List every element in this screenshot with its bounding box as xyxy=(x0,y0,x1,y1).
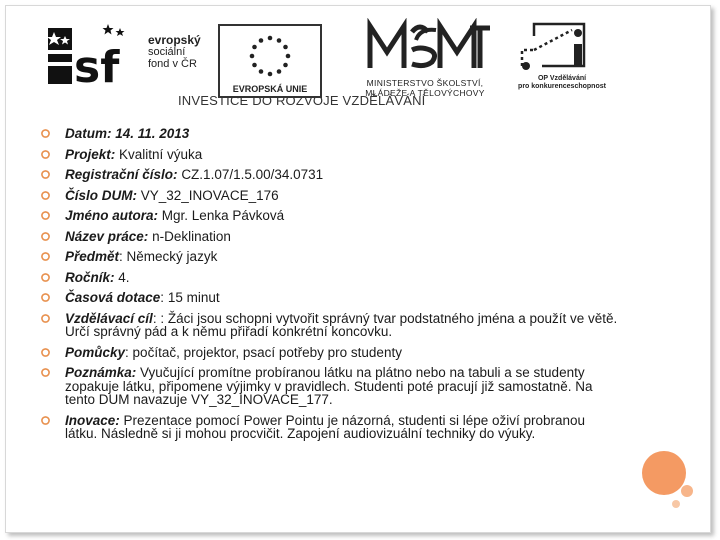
esf-logo xyxy=(48,22,218,100)
esf-mark-icon xyxy=(48,22,136,84)
esf-line1: evropský xyxy=(148,33,201,47)
op-line1: OP Vzdělávání xyxy=(537,75,587,82)
eu-logo xyxy=(218,24,322,98)
item-sep: : xyxy=(152,310,161,326)
msmt-logo xyxy=(350,18,500,98)
item-label: Vzdělávací cíl xyxy=(65,310,153,326)
esf-line2: sociální xyxy=(148,46,186,58)
item-label: Jméno autora: xyxy=(65,208,159,223)
orange-ring-bullet-icon xyxy=(40,251,51,262)
item-value: n-Deklination xyxy=(152,228,231,244)
list-item-pomucky xyxy=(40,346,620,360)
op-logo xyxy=(512,20,612,98)
item-label: Inovace: xyxy=(65,412,120,428)
decorative-orange-circle xyxy=(642,451,686,495)
msmt-mark-icon xyxy=(350,18,500,76)
list-item-casova-dotace xyxy=(40,291,620,305)
item-label: Pomůcky xyxy=(65,344,126,360)
list-item-poznamka xyxy=(40,366,620,407)
orange-ring-bullet-icon xyxy=(40,128,51,139)
orange-ring-bullet-icon xyxy=(40,272,51,283)
msmt-line2: MLÁDEŽE A TĚLOVÝCHOVY xyxy=(365,88,485,98)
item-value: CZ.1.07/1.5.00/34.0731 xyxy=(181,167,324,182)
item-label: Poznámka: xyxy=(65,365,137,380)
eu-stars-flag-icon xyxy=(227,31,313,81)
orange-ring-bullet-icon xyxy=(40,231,51,242)
svg-text:sf: sf xyxy=(74,42,120,84)
item-value: počítač, projektor, psací potřeby pro studenty xyxy=(132,344,402,360)
orange-ring-bullet-icon xyxy=(40,415,51,426)
item-label: Název práce: xyxy=(65,228,149,244)
item-label: Datum: 14. 11. 2013 xyxy=(65,126,190,141)
item-sep: : xyxy=(160,290,168,305)
orange-ring-bullet-icon xyxy=(40,347,51,358)
orange-ring-bullet-icon xyxy=(40,367,51,378)
item-value: VY_32_INOVACE_176 xyxy=(140,187,279,203)
item-label: Registrační číslo: xyxy=(65,167,178,182)
list-item-cislo-dum xyxy=(40,189,620,203)
decorative-orange-dot-small xyxy=(672,500,680,508)
info-list xyxy=(40,127,620,448)
list-item-predmet xyxy=(40,250,620,264)
item-sep: : xyxy=(119,249,127,264)
item-value: Mgr. Lenka Pávková xyxy=(161,208,285,223)
item-label: Předmět xyxy=(65,249,120,264)
item-value: Německý jazyk xyxy=(126,249,218,264)
list-item-datum xyxy=(40,127,620,141)
list-item-registracni-cislo xyxy=(40,168,620,182)
orange-ring-bullet-icon xyxy=(40,149,51,160)
item-value: Kvalitní výuka xyxy=(119,146,203,162)
item-label: Ročník: xyxy=(65,269,115,285)
item-value: 4. xyxy=(118,269,130,285)
item-value: 15 minut xyxy=(167,290,220,305)
item-label: Projekt: xyxy=(65,146,116,162)
item-label: Časová dotace xyxy=(65,290,161,305)
op-text xyxy=(504,75,620,91)
esf-line3: fond v ČR xyxy=(148,58,197,70)
op-mark-icon xyxy=(512,20,612,74)
investice-text: INVESTICE DO ROZVOJE VZDĚLÁVÁNÍ xyxy=(178,93,426,108)
item-value: : Žáci jsou schopni vytvořit správný tvar podstatného jména a použít ve větě. Určí správný pád a k němu přiřadí konkrétní koncovku. xyxy=(65,310,618,339)
orange-ring-bullet-icon xyxy=(40,210,51,221)
orange-ring-bullet-icon xyxy=(40,190,51,201)
item-value: Vyučující promítne probíranou látku na plátno nebo na tabuli a se studenty zopakuje látku, připomene výjimky v pravidlech. Studenti poté pracují již samostatně. Na tento DUM navazuje VY_32_INOVACE_177. xyxy=(65,365,593,407)
eu-label: EVROPSKÁ UNIE xyxy=(232,84,308,94)
list-item-rocnik xyxy=(40,271,620,285)
logo-strip xyxy=(40,14,680,112)
list-item-jmeno-autora xyxy=(40,209,620,223)
list-item-nazev-prace xyxy=(40,230,620,244)
list-item-inovace xyxy=(40,414,620,441)
decorative-orange-dot xyxy=(681,485,693,497)
esf-text xyxy=(148,34,201,70)
list-item-projekt xyxy=(40,148,620,162)
op-line2: pro konkurenceschopnost xyxy=(518,83,606,90)
orange-ring-bullet-icon xyxy=(40,169,51,180)
orange-ring-bullet-icon xyxy=(40,292,51,303)
item-label: Číslo DUM: xyxy=(65,187,137,203)
item-sep: : xyxy=(125,344,133,360)
list-item-vzdelavaci-cil xyxy=(40,312,620,339)
msmt-line1: MINISTERSTVO ŠKOLSTVÍ, xyxy=(366,78,484,88)
orange-ring-bullet-icon xyxy=(40,313,51,324)
item-value: Prezentace pomocí Power Pointu je názorná, studenti si lépe oživí probranou látku. Následně si ji mohou procvičit. Zapojení audiovizuální techniky do výuky. xyxy=(65,412,586,441)
